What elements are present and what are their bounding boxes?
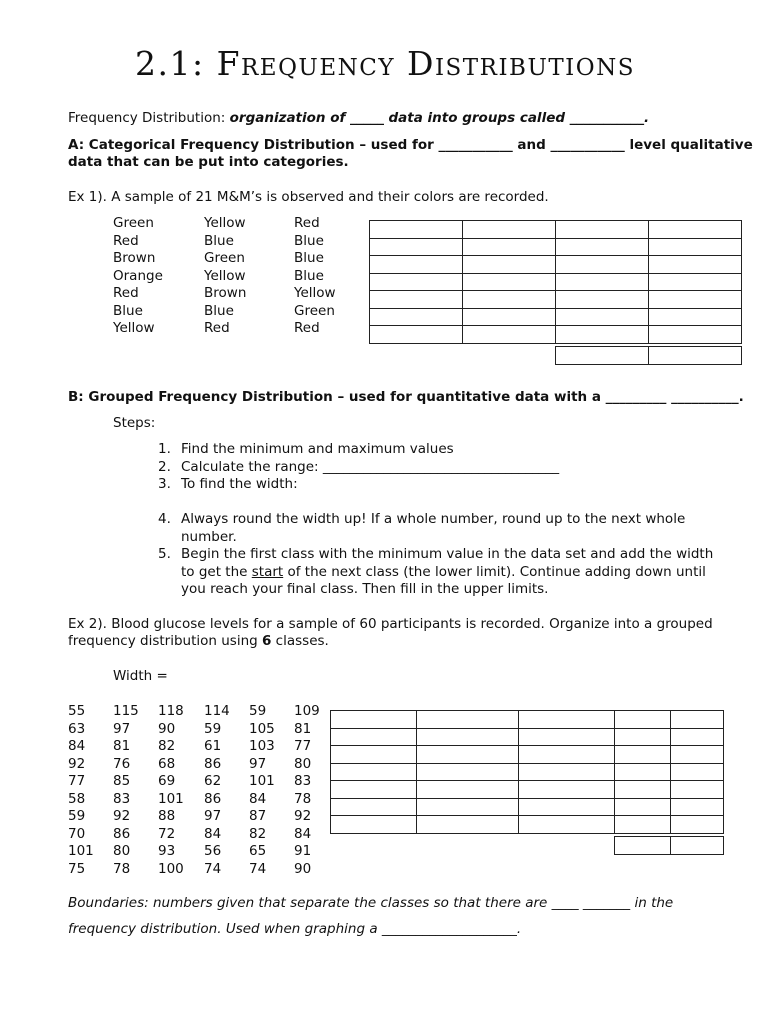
ex2-value: 59 [204, 720, 222, 737]
section-b-text: B: Grouped Frequency Distribution – used for quantitative data with a _________ __________. [68, 389, 744, 405]
table-cell[interactable] [331, 746, 417, 764]
table-cell[interactable] [417, 781, 519, 799]
ex2-value: 92 [68, 755, 86, 772]
ex2-value: 86 [204, 755, 222, 772]
ex2-value: 97 [249, 755, 267, 772]
ex2-data-column-1 [68, 703, 94, 878]
table-cell[interactable] [519, 711, 615, 729]
ex2-value: 105 [249, 720, 275, 737]
ex2-value: 97 [204, 808, 222, 824]
ex2-value: 70 [68, 825, 86, 842]
table-cell[interactable] [615, 798, 671, 816]
ex2-value: 84 [294, 825, 312, 842]
ex2-value: 68 [158, 755, 176, 772]
table-cell[interactable] [370, 291, 463, 309]
ex2-value: 97 [113, 720, 131, 737]
ex2-value: 59 [249, 703, 267, 719]
page-title: 2.1: Frequency Distributions [134, 44, 635, 83]
table-cell[interactable] [370, 273, 463, 291]
table-cell[interactable] [615, 728, 671, 746]
table-cell[interactable] [556, 273, 649, 291]
ex2-value: 75 [68, 860, 86, 877]
ex2-value: 101 [158, 790, 184, 807]
step-text: of the next class (the lower limit). Continue adding down until you reach your final class. Then fill in the upper limits. [181, 563, 706, 597]
table-cell[interactable] [519, 728, 615, 746]
table-cell[interactable] [556, 326, 649, 344]
table-cell[interactable] [649, 347, 742, 365]
step-text: Always round the width up! If a whole number, round up to the next whole number. [181, 511, 686, 545]
ex2-value: 82 [249, 825, 267, 842]
step-number: 5. [158, 546, 171, 562]
table-cell[interactable] [671, 763, 724, 781]
ex2-value: 72 [158, 825, 176, 842]
ex1-value: Yellow [204, 267, 246, 284]
ex1-value: Blue [204, 302, 234, 319]
ex2-value: 81 [113, 738, 131, 754]
ex2-value: 84 [204, 825, 222, 842]
table-cell[interactable] [463, 238, 556, 256]
table-cell[interactable] [463, 256, 556, 274]
table-cell[interactable] [649, 238, 742, 256]
table-cell[interactable] [463, 326, 556, 344]
ex2-value: 83 [294, 773, 312, 789]
table-cell[interactable] [615, 781, 671, 799]
step-text: Begin the first class with the minimum value in the data set and add the width to get the [181, 546, 714, 580]
table-cell[interactable] [556, 291, 649, 309]
ex2-value: 58 [68, 790, 86, 807]
ex1-value: Yellow [294, 285, 336, 301]
ex1-value: Blue [204, 232, 234, 249]
ex2-value: 101 [68, 843, 94, 859]
ex1-value: Green [204, 250, 245, 266]
table-cell[interactable] [519, 763, 615, 781]
ex2-data-column-3 [158, 703, 184, 878]
ex2-value: 86 [204, 790, 222, 807]
ex2-value: 90 [158, 720, 176, 737]
ex2-value: 74 [204, 860, 222, 877]
table-cell[interactable] [671, 798, 724, 816]
ex2-value: 77 [68, 773, 86, 789]
ex1-data-column-2 [204, 215, 246, 338]
ex1-value: Yellow [204, 215, 246, 231]
table-cell[interactable] [615, 837, 671, 855]
table-cell[interactable] [463, 221, 556, 239]
ex2-value: 92 [113, 808, 131, 824]
ex2-value: 56 [204, 843, 222, 859]
ex1-value: Blue [113, 302, 143, 319]
example-1-text: Ex 1). A sample of 21 M&M’s is observed and their colors are recorded. [68, 189, 549, 205]
table-cell[interactable] [370, 221, 463, 239]
ex1-value: Yellow [113, 320, 155, 336]
ex1-value: Green [113, 215, 154, 231]
table-cell[interactable] [417, 728, 519, 746]
section-a-line2: data that can be put into categories. [68, 154, 349, 170]
ex2-value: 63 [68, 720, 86, 737]
ex2-value: 109 [294, 703, 320, 719]
width-label: Width = [113, 668, 168, 684]
example-2-line2 [68, 633, 329, 649]
table-cell[interactable] [331, 711, 417, 729]
table-cell[interactable] [649, 308, 742, 326]
table-cell[interactable] [463, 308, 556, 326]
table-cell[interactable] [331, 763, 417, 781]
table-cell[interactable] [556, 308, 649, 326]
table-cell[interactable] [649, 221, 742, 239]
step-number: 3. [158, 476, 171, 492]
table-cell[interactable] [331, 816, 417, 834]
table-cell[interactable] [556, 221, 649, 239]
ex1-value: Brown [113, 250, 156, 266]
ex1-value: Red [113, 232, 139, 249]
table-cell[interactable] [615, 763, 671, 781]
table-cell[interactable] [417, 816, 519, 834]
table-cell[interactable] [370, 256, 463, 274]
ex2-value: 100 [158, 860, 184, 877]
ex2-value: 76 [113, 755, 131, 772]
ex2-value: 84 [249, 790, 267, 807]
table-cell[interactable] [556, 256, 649, 274]
steps-label: Steps: [113, 415, 156, 431]
table-cell[interactable] [615, 746, 671, 764]
section-a-line1: A: Categorical Frequency Distribution – used for ___________ and ___________ level qualitative [68, 137, 753, 153]
ex2-value: 77 [294, 738, 312, 754]
list-item [158, 441, 728, 459]
ex1-value: Blue [294, 232, 324, 249]
table-cell[interactable] [519, 746, 615, 764]
table-cell[interactable] [331, 798, 417, 816]
ex1-value: Red [113, 285, 139, 301]
list-item [158, 511, 728, 546]
table-cell[interactable] [649, 256, 742, 274]
freq-dist-definition [68, 110, 649, 126]
table-cell[interactable] [331, 728, 417, 746]
ex2-value: 81 [294, 720, 312, 737]
example-2-classes: 6 [261, 633, 272, 649]
ex2-value: 115 [113, 703, 139, 719]
ex1-value: Brown [204, 285, 247, 301]
boundaries-line2: frequency distribution. Used when graphing a ____________________. [68, 921, 522, 937]
step-text: Find the minimum and maximum values [181, 441, 454, 457]
ex2-value: 83 [113, 790, 131, 807]
table-cell[interactable] [370, 326, 463, 344]
table-cell[interactable] [370, 308, 463, 326]
ex2-value: 114 [204, 703, 230, 719]
ex1-value: Green [294, 302, 335, 319]
ex2-value: 59 [68, 808, 86, 824]
step-number: 1. [158, 441, 171, 457]
table-cell[interactable] [417, 711, 519, 729]
list-item [158, 546, 728, 599]
ex1-value: Blue [294, 267, 324, 284]
ex1-value: Red [294, 215, 320, 231]
example-2-line1: Ex 2). Blood glucose levels for a sample of 60 participants is recorded. Organize into a grouped [68, 616, 713, 632]
ex2-value: 84 [68, 738, 86, 754]
ex2-value: 65 [249, 843, 267, 859]
table-cell[interactable] [556, 238, 649, 256]
ex2-value: 118 [158, 703, 184, 719]
ex2-data-column-6 [294, 703, 320, 878]
table-cell[interactable] [615, 816, 671, 834]
ex1-value: Orange [113, 267, 163, 284]
ex2-data-column-2 [113, 703, 139, 878]
ex2-data-column-4 [204, 703, 230, 878]
table-cell[interactable] [463, 273, 556, 291]
ex1-value: Blue [294, 250, 324, 266]
table-cell[interactable] [556, 347, 649, 365]
ex2-value: 82 [158, 738, 176, 754]
step-text: Calculate the range: ___________________________________ [181, 458, 560, 475]
list-item [158, 476, 728, 494]
ex2-total-row [614, 836, 724, 855]
steps-list [158, 441, 728, 599]
table-cell[interactable] [649, 291, 742, 309]
table-cell[interactable] [417, 763, 519, 781]
step-number: 2. [158, 458, 171, 475]
list-item [158, 459, 728, 477]
example-2-text: classes. [271, 633, 329, 649]
ex2-value: 103 [249, 738, 275, 754]
ex2-value: 92 [294, 808, 312, 824]
table-cell[interactable] [671, 746, 724, 764]
table-cell[interactable] [417, 746, 519, 764]
table-cell[interactable] [649, 273, 742, 291]
ex2-value: 90 [294, 860, 312, 877]
freq-dist-lead: Frequency Distribution: [68, 110, 230, 126]
table-cell[interactable] [649, 326, 742, 344]
ex1-data-column-1 [113, 215, 163, 338]
ex2-value: 88 [158, 808, 176, 824]
ex2-value: 85 [113, 773, 131, 789]
ex2-value: 78 [294, 790, 312, 807]
ex2-value: 87 [249, 808, 267, 824]
ex1-value: Red [294, 320, 320, 336]
example-2-text: frequency distribution using [68, 633, 262, 649]
ex2-value: 91 [294, 843, 312, 859]
table-cell[interactable] [331, 781, 417, 799]
table-cell[interactable] [370, 238, 463, 256]
ex1-total-row [555, 346, 742, 365]
table-cell[interactable] [615, 711, 671, 729]
ex1-frequency-table [369, 220, 742, 344]
ex2-value: 78 [113, 860, 131, 877]
ex2-value: 74 [249, 860, 267, 877]
table-cell[interactable] [417, 798, 519, 816]
table-cell[interactable] [463, 291, 556, 309]
boundaries-line1: Boundaries: numbers given that separate the classes so that there are ____ _______ in the [68, 895, 674, 911]
table-cell[interactable] [519, 816, 615, 834]
ex2-value: 69 [158, 773, 176, 789]
ex2-value: 101 [249, 773, 275, 789]
step-text: To find the width: [181, 476, 298, 492]
ex1-data-column-3 [294, 215, 336, 338]
table-cell[interactable] [519, 781, 615, 799]
ex1-value: Red [204, 320, 230, 336]
step-text-underlined: start [251, 563, 284, 580]
ex2-value: 62 [204, 773, 222, 789]
ex2-value: 55 [68, 703, 86, 719]
ex2-frequency-table [330, 710, 724, 834]
ex2-value: 93 [158, 843, 176, 859]
table-cell[interactable] [671, 837, 724, 855]
ex2-value: 86 [113, 825, 131, 842]
table-cell[interactable] [671, 711, 724, 729]
table-cell[interactable] [671, 781, 724, 799]
step-number: 4. [158, 511, 171, 527]
table-cell[interactable] [671, 816, 724, 834]
ex2-value: 80 [113, 843, 131, 859]
ex2-value: 80 [294, 755, 312, 772]
table-cell[interactable] [519, 798, 615, 816]
ex2-value: 61 [204, 738, 222, 754]
freq-dist-definition-text: organization of _____ data into groups called ___________. [229, 110, 650, 126]
table-cell[interactable] [671, 728, 724, 746]
ex2-data-column-5 [249, 703, 275, 878]
